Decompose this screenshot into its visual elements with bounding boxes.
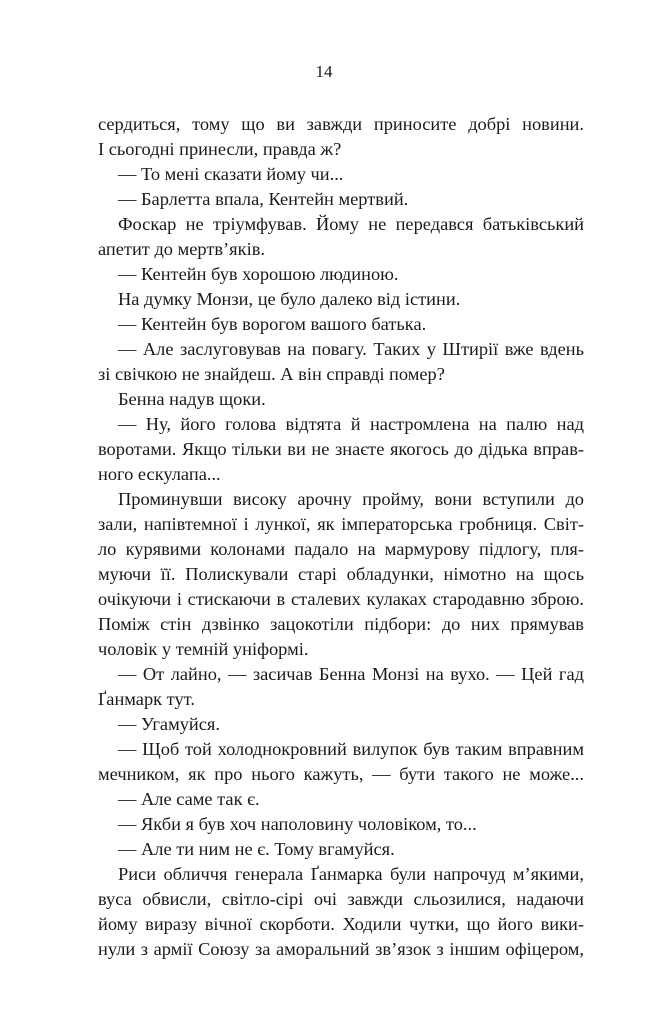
text-line: Бенна надув щоки. [118, 389, 266, 409]
text-line: нули з армії Союзу за аморальний зв’язок з іншим офіцером, [98, 939, 584, 959]
text-line: воротами. Якщо тільки ви не знаєте якогось до дідька вправ- [98, 439, 584, 459]
text-line: — Кентейн був ворогом вашого батька. [118, 314, 427, 334]
text-line: очікуючи і стискаючи в сталевих кулаках стародавню зброю. [98, 589, 584, 609]
text-line: — Але ти ним не є. Тому вгамуйся. [118, 839, 395, 859]
text-line: зі свічкою не знайдеш. А він справді помер? [98, 364, 445, 384]
text-line: мечником, як про нього кажуть, — бути такого не може... [98, 764, 584, 784]
text-line: сердиться, тому що ви завжди приносите добрі новини. [98, 114, 584, 134]
text-line: Поміж стін дзвінко зацокотіли підбори: до них прямував [98, 614, 584, 634]
text-line: вуса обвисли, світло-сірі очі завжди сльозилися, надаючи [98, 889, 584, 909]
page-number: 14 [315, 62, 333, 81]
text-line: апетит до мертв’яків. [98, 239, 265, 259]
text-line: — Але заслуговував на повагу. Таких у Штирії вже вдень [118, 339, 584, 359]
text-line: Фоскар не тріумфував. Йому не передався батьківський [118, 214, 584, 234]
text-line: ного ескулапа... [98, 464, 221, 484]
text-line: муючи її. Полискували старі обладунки, німотно на щось [98, 564, 584, 584]
text-line: — Кентейн був хорошою людиною. [118, 264, 399, 284]
text-line: ло курявими колонами падало на мармурову підлогу, пля- [98, 539, 584, 559]
text-body [98, 112, 584, 962]
text-line: Риси обличчя генерала Ґанмарка були напрочуд м’якими, [118, 864, 584, 884]
text-line: І сьогодні принесли, правда ж? [98, 139, 342, 159]
text-line: — От лайно, — засичав Бенна Монзі на вухо. — Цей гад [118, 664, 584, 684]
text-line: йому виразу вічної скорботи. Ходили чутки, що його вики- [98, 914, 584, 934]
text-line: — Якби я був хоч наполовину чоловіком, то... [118, 814, 477, 834]
text-line: Проминувши високу арочну пройму, вони вступили до [118, 489, 584, 509]
text-line: — Але саме так є. [118, 789, 260, 809]
text-line: Ґанмарк тут. [98, 689, 195, 709]
text-line: — Угамуйся. [118, 714, 220, 734]
text-line: — Ну, його голова відтята й настромлена на палю над [118, 414, 584, 434]
text-line: — Щоб той холоднокровний вилупок був таким вправним [118, 739, 584, 759]
text-line: чоловік у темній уніформі. [98, 639, 309, 659]
text-line: — То мені сказати йому чи... [118, 164, 344, 184]
text-line: На думку Монзи, це було далеко від істини. [118, 289, 461, 309]
text-line: — Барлетта впала, Кентейн мертвий. [118, 189, 409, 209]
text-line: зали, напівтемної і лункої, як імператорська гробниця. Світ- [98, 514, 584, 534]
